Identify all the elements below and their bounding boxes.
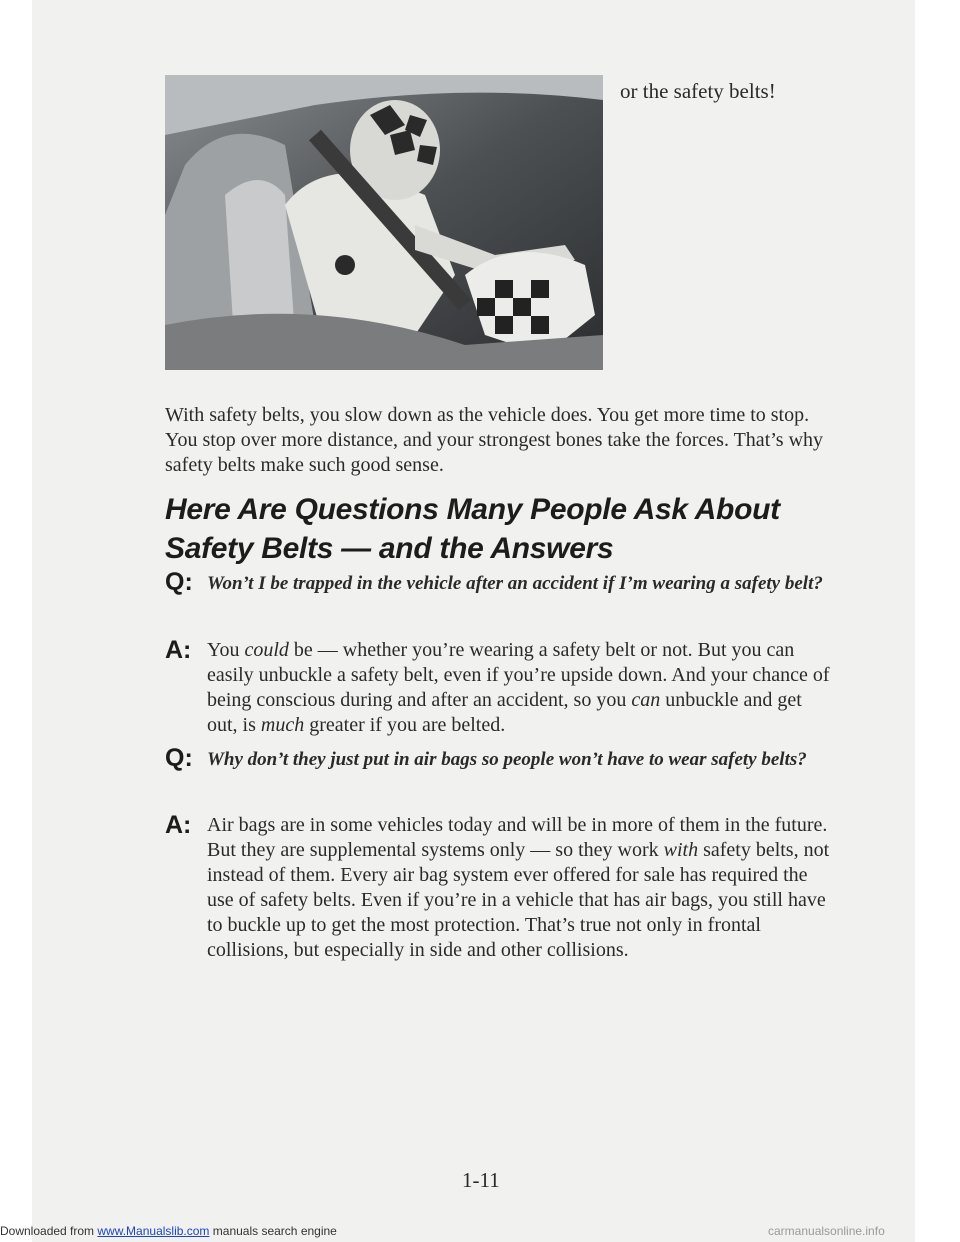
- body-paragraph: With safety belts, you slow down as the vehicle does. You get more time to stop. You stop over more distance, and your strongest bones take the forces. That’s why safety belts make such good sense.: [165, 404, 824, 476]
- answer-text-part: greater if you are belted.: [304, 714, 506, 736]
- page-number: 1-11: [462, 1168, 500, 1192]
- a-label: A:: [165, 811, 192, 839]
- answer-emphasis: with: [663, 839, 699, 861]
- crash-test-dummy-illustration: [165, 75, 603, 370]
- section-heading-line-1: Here Are Questions Many People Ask About: [165, 493, 780, 526]
- section-heading: [165, 490, 845, 568]
- footer-prefix: Downloaded from: [0, 1224, 98, 1238]
- answer-text-part: unbuckle and get out, is: [207, 689, 802, 736]
- answer-1: [165, 638, 835, 738]
- answer-text-part: be — whether you’re wearing a safety belt or not. But you can easily unbuckle a safety belt, even if you’re upside down. And your chance of being conscious during and after an accident, so you: [207, 639, 830, 711]
- answer-text-part: You: [207, 639, 245, 661]
- photo-caption: or the safety belts!: [620, 79, 776, 103]
- question-2: [165, 746, 835, 773]
- answer-text: [207, 813, 835, 963]
- answer-text: [207, 638, 835, 738]
- question-text: Why don’t they just put in air bags so people won’t have to wear safety belts?: [207, 749, 807, 770]
- watermark: carmanualsonline.info: [768, 1224, 885, 1238]
- manualslib-link[interactable]: www.Manualslib.com: [97, 1224, 210, 1238]
- question-text: Won’t I be trapped in the vehicle after an accident if I’m wearing a safety belt?: [207, 573, 823, 594]
- answer-emphasis: can: [631, 689, 661, 711]
- answer-text-part: Air bags are in some vehicles today and will be in more of them in the future. But they are supplemental systems only — so they work: [207, 814, 828, 861]
- download-footer: [0, 1224, 337, 1238]
- answer-2: [165, 813, 835, 963]
- answer-emphasis: much: [260, 714, 305, 736]
- crash-test-dummy-photo: [165, 75, 603, 370]
- section-heading-line-2: Safety Belts — and the Answers: [165, 532, 614, 565]
- a-label: A:: [165, 636, 192, 664]
- footer-suffix: manuals search engine: [209, 1224, 337, 1238]
- answer-text-part: safety belts, not instead of them. Every air bag system ever offered for sale has required the use of safety belts. Even if you’re in a vehicle that has air bags, you still have to buckle up to get the most protection. That’s true not only in frontal collisions, but especially in side and other collisions.: [207, 839, 830, 961]
- question-1: [165, 570, 835, 597]
- answer-emphasis: could: [244, 639, 289, 661]
- q-label: Q:: [165, 568, 193, 596]
- q-label: Q:: [165, 744, 193, 772]
